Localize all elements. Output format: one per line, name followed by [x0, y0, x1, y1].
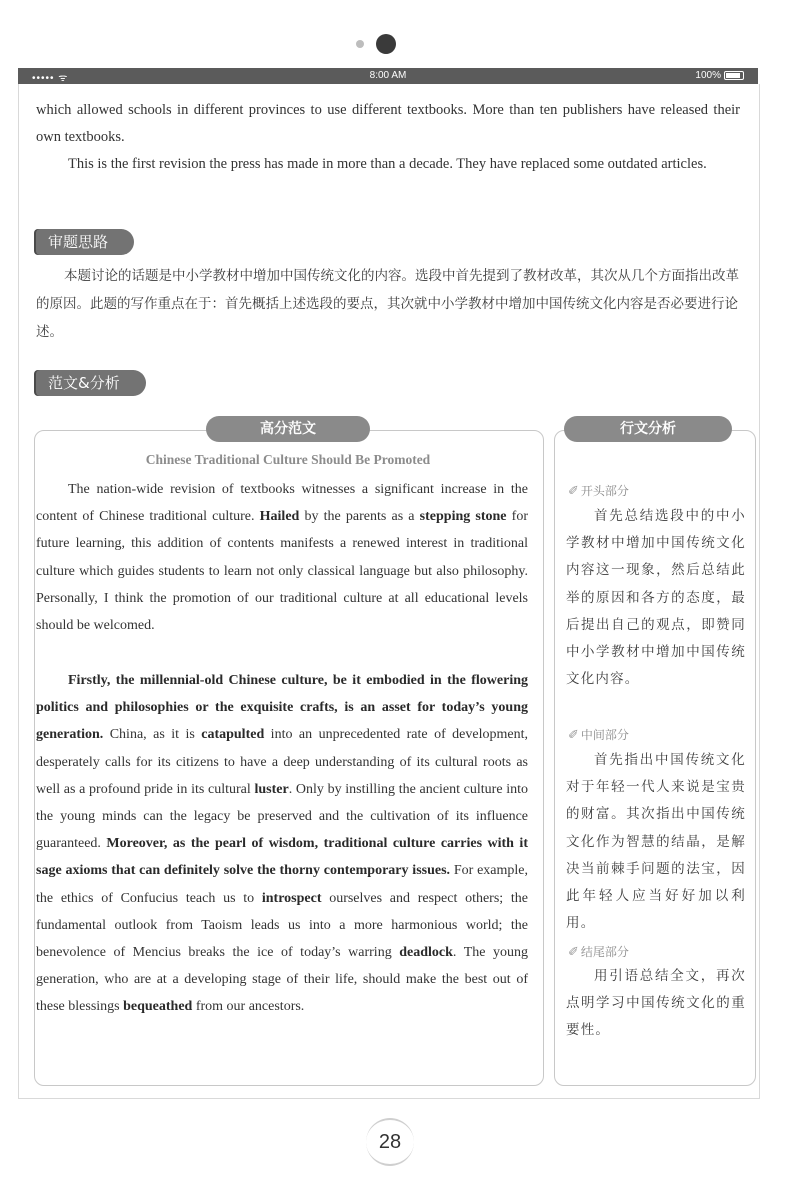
page-indicator: [0, 34, 800, 54]
page-number: 28: [366, 1118, 414, 1166]
intro-paragraph-2: This is the first revision the press has made in more than a decade. They have replaced some outdated articles.: [68, 156, 707, 172]
analysis-text-middle: 首先指出中国传统文化对于年轻一代人来说是宝贵的财富。其次指出中国传统文化作为智慧的结晶，是解决当前棘手问题的法宝，因此年轻人应当好好加以利用。: [566, 752, 746, 932]
battery-icon: [724, 71, 744, 80]
analysis-approach-text: 本题讨论的话题是中小学教材中增加中国传统文化的内容。选段中首先提到了教材改革，其次从几个方面指出改革的原因。此题的写作重点在于：首先概括上述选段的要点，其次就中小学教材中增加中国传统文化内容是否必要进行论述。: [36, 268, 739, 340]
analysis-heading-ending: ✐ 结尾部分: [568, 945, 629, 960]
pencil-icon: ✐: [568, 945, 579, 960]
analysis-heading-middle: ✐ 中间部分: [568, 728, 629, 743]
essay-paragraph-1: The nation-wide revision of textbooks witnesses a significant increase in the content of Chinese traditional culture. Hailed by the parents as a stepping stone for future learning, this addition of contents manifests a renewed interest in traditional culture which guides students to learn not only classical language but also philosophy. Personally, I think the promotion of our traditional culture at all educational levels should be welcomed.: [36, 482, 528, 634]
page-dot-active[interactable]: [376, 34, 396, 54]
pencil-icon: ✐: [568, 484, 579, 499]
page-dot-inactive[interactable]: [356, 40, 364, 48]
intro-paragraph-1: which allowed schools in different provinces to use different textbooks. More than ten publishers have released their own textbooks.: [36, 102, 740, 145]
battery-indicator: [695, 70, 744, 81]
clock: 8:00 AM: [369, 70, 407, 81]
analysis-text-opening: 首先总结选段中的中小学教材中增加中国传统文化内容这一现象，然后总结此举的原因和各方的态度，最后提出自己的观点，即赞同中小学教材中增加中国传统文化内容。: [566, 508, 746, 688]
essay-tab: 高分范文: [206, 416, 370, 442]
section-heading-sample-essay: 范文&分析: [36, 370, 146, 396]
analysis-text-ending: 用引语总结全文，再次点明学习中国传统文化的重要性。: [566, 968, 746, 1039]
analysis-heading-opening: ✐ 开头部分: [568, 484, 629, 499]
signal-indicator: ••••• ᯤ: [32, 73, 69, 84]
pencil-icon: ✐: [568, 728, 579, 743]
battery-percent: 100%: [695, 70, 721, 81]
essay-paragraph-2: Firstly, the millennial-old Chinese culture, be it embodied in the flowering politics and philosophies or the exquisite crafts, is an asset for today’s young generation. China, as it is catapulted into an unprecedented rate of development, desperately calls for its citizens to have a deep understanding of its cultural roots as well as a profound pride in its cultural luster. Only by instilling the ancient culture into the young minds can the legacy be preserved and the cultivation of its influence guaranteed. Moreover, as the pearl of wisdom, traditional culture carries with it sage axioms that can definitely solve the thorny contemporary issues. For example, the ethics of Confucius teach us to introspect ourselves and respect others; the fundamental outlook from Taoism leads us into a more harmonious world; the benevolence of Mencius breaks the ice of today’s warring deadlock. The young generation, who are at a developing stage of their life, should make the best out of these blessings bequeathed from our ancestors.: [36, 673, 528, 1015]
analysis-tab: 行文分析: [564, 416, 732, 442]
essay-title: Chinese Traditional Culture Should Be Promoted: [145, 452, 431, 467]
section-heading-analysis-approach: 审题思路: [36, 229, 134, 255]
status-bar: [18, 68, 758, 84]
